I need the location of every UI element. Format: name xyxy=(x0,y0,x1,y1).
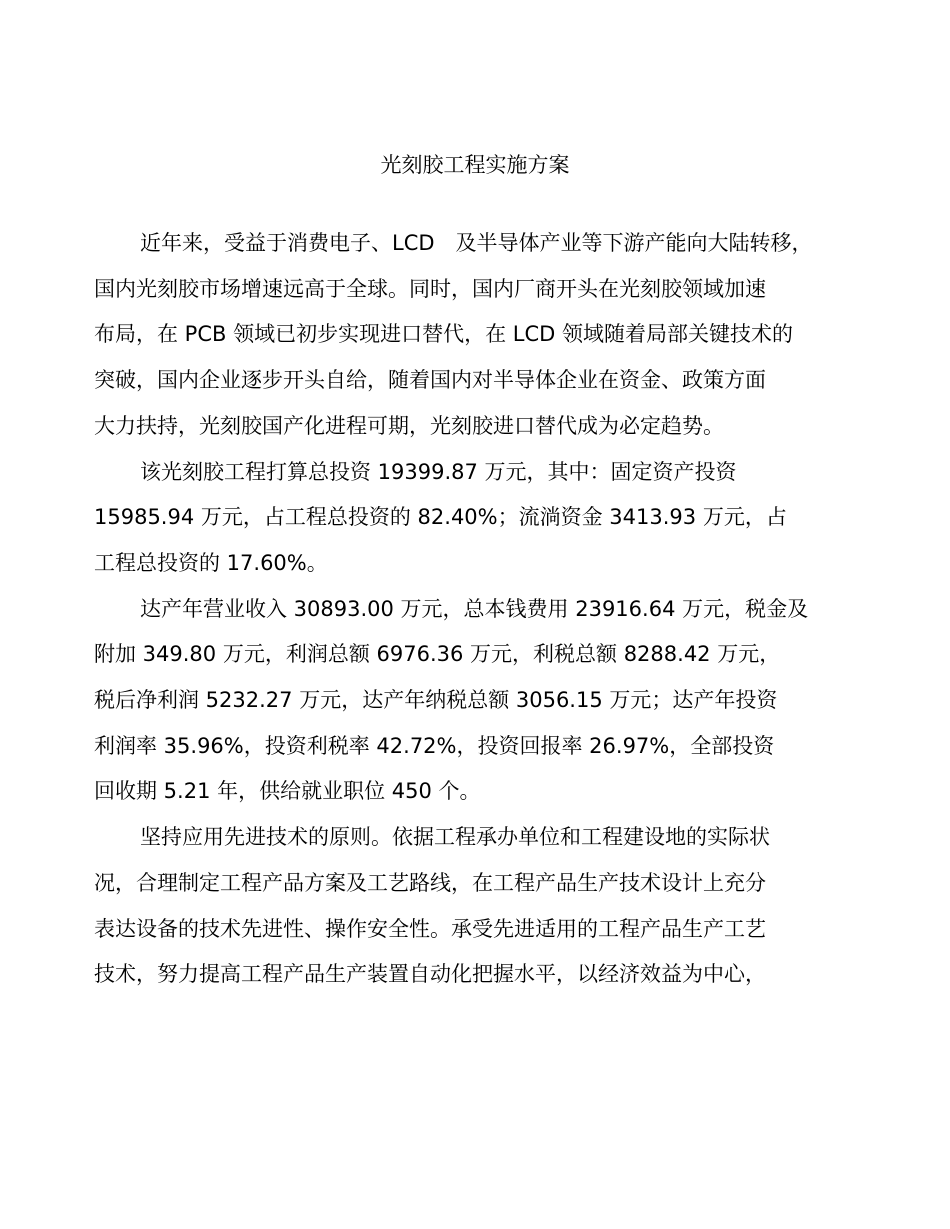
document-body xyxy=(94,221,854,998)
paragraph-principles xyxy=(94,815,854,998)
paragraph-intro xyxy=(94,221,854,450)
text-line: 达产年营业收入 30893.00 万元，总本钱费用 23916.64 万元，税金及 xyxy=(140,596,809,621)
text-line: 附加 349.80 万元，利润总额 6976.36 万元，利税总额 8288.42 万元， xyxy=(94,642,781,667)
document-title: 光刻胶工程实施方案 xyxy=(380,153,570,177)
text-line: 布局，在 PCB 领域已初步实现进口替代，在 LCD 领域随着局部关键技术的 xyxy=(94,322,793,347)
text-line: 技术，努力提高工程产品生产装置自动化把握水平，以经济效益为中心， xyxy=(94,962,766,987)
text-line: 坚持应用先进技术的原则。依据工程承办单位和工程建设地的实际状 xyxy=(140,825,770,850)
text-line: 利润率 35.96%，投资利税率 42.72%，投资回报率 26.97%，全部投资 xyxy=(94,733,775,758)
text-line: 国内光刻胶市场增速远高于全球。同时，国内厂商开头在光刻胶领域加速 xyxy=(94,276,766,301)
text-line: 回收期 5.21 年，供给就业职位 450 个。 xyxy=(94,779,481,804)
text-line: 15985.94 万元，占工程总投资的 82.40%；流淌资金 3413.93 万元，占 xyxy=(94,505,787,530)
text-line: 况，合理制定工程产品方案及工艺路线，在工程产品生产技术设计上充分 xyxy=(94,870,766,895)
text-line: 表达设备的技术先进性、操作安全性。承受先进适用的工程产品生产工艺 xyxy=(94,916,766,941)
paragraph-financials xyxy=(94,587,854,816)
text-line: 大力扶持，光刻胶国产化进程可期，光刻胶进口替代成为必定趋势。 xyxy=(94,413,724,438)
text-line: 税后净利润 5232.27 万元，达产年纳税总额 3056.15 万元；达产年投资 xyxy=(94,688,778,713)
text-line: 近年来，受益于消费电子、LCD 及半导体产业等下游产能向大陆转移， xyxy=(140,231,813,255)
text-line: 突破，国内企业逐步开头自给，随着国内对半导体企业在资金、政策方面 xyxy=(94,368,766,393)
text-line: 工程总投资的 17.60%。 xyxy=(94,550,328,575)
text-line: 该光刻胶工程打算总投资 19399.87 万元，其中：固定资产投资 xyxy=(140,459,737,484)
paragraph-investment xyxy=(94,450,854,587)
